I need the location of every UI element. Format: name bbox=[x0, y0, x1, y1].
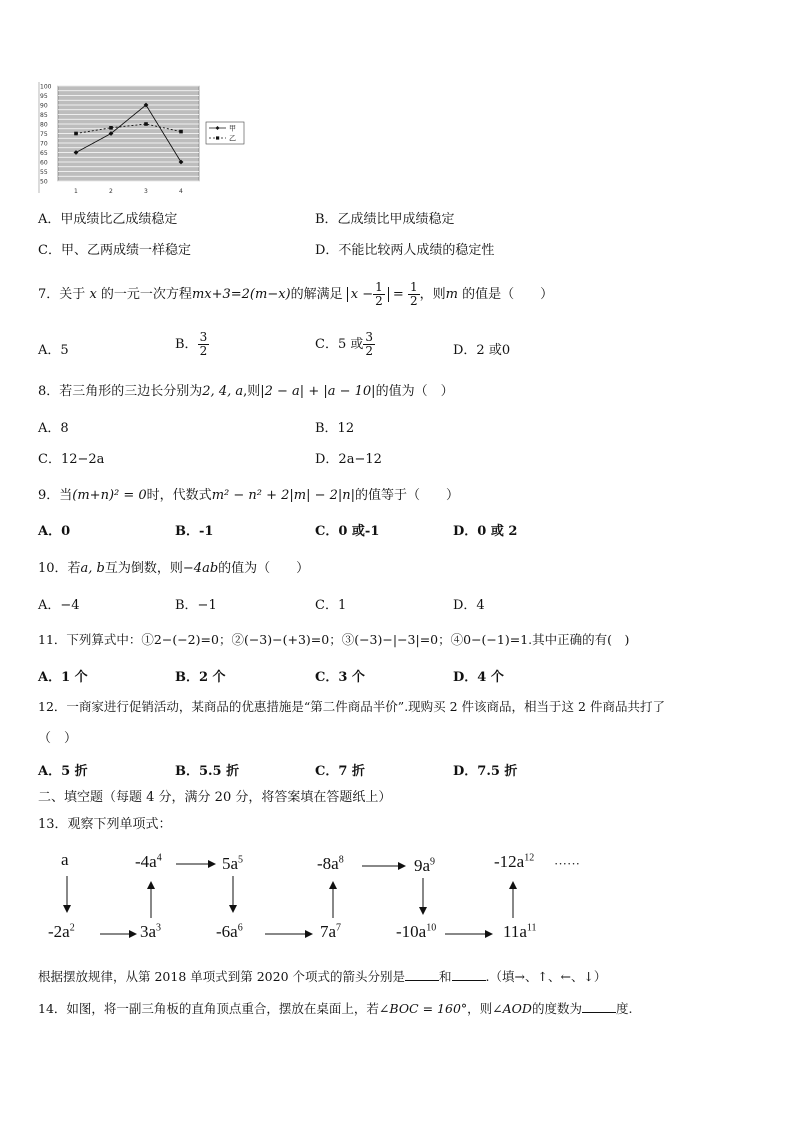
q7-text-3: 的解满足 bbox=[290, 287, 343, 302]
q11-option-a[interactable]: A．1 个 bbox=[38, 670, 88, 685]
q14-text-a: 14．如图，将一副三角板的直角顶点重合，摆放在桌面上，若 bbox=[38, 1001, 379, 1016]
q9-text-2: 时，代数式 bbox=[146, 488, 212, 503]
q14-stem bbox=[38, 999, 632, 1017]
q6-option-d[interactable]: D．不能比较两人成绩的稳定性 bbox=[315, 243, 495, 258]
q7-text-5: 的值是（ ） bbox=[462, 287, 554, 302]
q7-option-a[interactable]: A．5 bbox=[38, 343, 69, 358]
q7-text-2: 的一元一次方程 bbox=[100, 287, 192, 302]
sequence-ellipsis: ······ bbox=[554, 856, 580, 871]
q12-option-c[interactable]: C．7 折 bbox=[315, 764, 365, 779]
q7-abs-frac-den: 2 bbox=[375, 294, 383, 308]
q14-answer-blank[interactable] bbox=[582, 1000, 616, 1013]
q7-rhs-frac-den: 2 bbox=[409, 294, 418, 308]
q14-angle-boc: ∠BOC = 160° bbox=[378, 1001, 468, 1016]
y-tick-label: 65 bbox=[40, 150, 48, 157]
legend-marker-2 bbox=[216, 136, 219, 139]
q13-sequence-diagram bbox=[40, 848, 600, 948]
q8-expression: |2 − a| + |a − 10| bbox=[260, 384, 376, 399]
y-tick-label: 90 bbox=[40, 102, 48, 110]
q9-option-d[interactable]: D．0 或 2 bbox=[453, 524, 518, 539]
series-2-point bbox=[74, 132, 78, 136]
q10-option-d[interactable]: D．4 bbox=[453, 598, 485, 613]
q7-option-c-den: 2 bbox=[365, 344, 373, 358]
term-5: $5a^5$ bbox=[222, 854, 244, 873]
q7-rhs-frac-num: 1 bbox=[409, 280, 418, 295]
q7-abs-left: x − bbox=[350, 287, 374, 302]
q13-rule-text-b: 和 bbox=[439, 969, 452, 984]
q7-var-x: x bbox=[89, 287, 97, 302]
q10-vars: a, b bbox=[80, 561, 105, 576]
term-7: $7a^7$ bbox=[320, 922, 342, 941]
q12-option-a[interactable]: A．5 折 bbox=[38, 764, 88, 779]
q12-stem-line2: （ ） bbox=[38, 731, 78, 746]
q7-rhs-frac bbox=[408, 281, 420, 307]
q8-sides: 2, 4, a bbox=[202, 384, 244, 399]
y-tick-label: 70 bbox=[40, 140, 48, 148]
q8-option-d[interactable]: D．2a−12 bbox=[315, 452, 382, 467]
q12-option-b[interactable]: B．5.5 折 bbox=[175, 764, 240, 779]
q8-option-c[interactable]: C．12−2a bbox=[38, 452, 105, 467]
q12-stem-line1: 12．一商家进行促销活动，某商品的优惠措施是“第二件商品半价”.现购买 2 件该商品，相当于这 2 件商品共打了 bbox=[38, 699, 665, 714]
q14-text-d: 度. bbox=[615, 1001, 633, 1016]
q10-option-c[interactable]: C．1 bbox=[315, 598, 347, 613]
q9-text-3: 的值等于（ ） bbox=[355, 488, 460, 503]
q14-angle-aod: ∠AOD bbox=[492, 1001, 532, 1016]
x-tick-label: 4 bbox=[179, 188, 183, 195]
q11-option-b[interactable]: B．2 个 bbox=[175, 670, 226, 685]
q10-text-2: 互为倒数，则 bbox=[104, 561, 183, 576]
term-9: $9a^9$ bbox=[414, 856, 436, 875]
q13-title: 13．观察下列单项式： bbox=[38, 817, 172, 832]
q13-rule-text-c: .（填→、↑、←、↓） bbox=[485, 969, 607, 984]
q9-expression: m² − n² + 2|m| − 2|n| bbox=[211, 488, 356, 503]
q8-text-1: 8．若三角形的三边长分别为 bbox=[38, 384, 203, 399]
q8-stem bbox=[38, 380, 454, 399]
y-tick-label: 55 bbox=[40, 169, 48, 176]
q9-text-1: 9．当 bbox=[38, 488, 73, 503]
q7-option-c-label: C．5 或 bbox=[315, 337, 364, 352]
term-11: $11a^{11}$ bbox=[503, 922, 537, 941]
y-tick-label: 100 bbox=[40, 83, 52, 91]
q12-option-d[interactable]: D．7.5 折 bbox=[453, 764, 518, 779]
y-tick-label: 75 bbox=[40, 131, 48, 138]
term-6: $-6a^6$ bbox=[216, 922, 243, 941]
q6-option-b[interactable]: B．乙成绩比甲成绩稳定 bbox=[315, 212, 455, 227]
q10-option-a[interactable]: A．−4 bbox=[38, 598, 80, 613]
q9-stem bbox=[38, 484, 459, 503]
term-8: $-8a^8$ bbox=[317, 854, 344, 873]
q14-text-c: 的度数为 bbox=[531, 1001, 582, 1016]
q6-option-c[interactable]: C．甲、乙两成绩一样稳定 bbox=[38, 243, 191, 258]
q7-abs-frac bbox=[373, 281, 385, 307]
y-tick-label: 85 bbox=[40, 112, 48, 119]
term-10: $-10a^{10}$ bbox=[396, 922, 437, 941]
q7-option-d[interactable]: D．2 或0 bbox=[453, 343, 511, 358]
q9-condition: (m+n)² = 0 bbox=[72, 488, 147, 503]
term-2: $-2a^2$ bbox=[48, 922, 75, 941]
series-2-point bbox=[109, 126, 113, 130]
q11-stem: 11．下列算式中：①2−(−2)=0；②(−3)−(+3)=0；③(−3)−|−3|=0；④0−(−1)=1.其中正确的有( ) bbox=[38, 632, 630, 647]
q10-option-b[interactable]: B．−1 bbox=[175, 598, 217, 613]
legend-label-2: 乙 bbox=[229, 134, 236, 143]
q8-text-2: ,则 bbox=[243, 384, 261, 399]
q7-option-b-num: 3 bbox=[199, 330, 208, 345]
q9-option-a[interactable]: A．0 bbox=[38, 524, 71, 539]
q7-number: 7． bbox=[38, 287, 60, 302]
section-heading: 二、填空题（每题 4 分，满分 20 分，将答案填在答题纸上） bbox=[38, 790, 392, 805]
chart-svg bbox=[36, 82, 246, 197]
x-tick-label: 3 bbox=[144, 188, 148, 195]
q7-option-b-frac bbox=[198, 331, 210, 357]
q13-rule bbox=[38, 967, 606, 985]
q7-var-m: m bbox=[445, 287, 458, 302]
y-tick-label: 95 bbox=[40, 93, 48, 100]
line-chart bbox=[36, 82, 246, 197]
term-1: a bbox=[61, 850, 69, 869]
q13-answer-blank-1[interactable] bbox=[405, 968, 439, 981]
q7-option-b-den: 2 bbox=[199, 344, 208, 358]
q7-equation: mx+3=2(m−x) bbox=[191, 287, 291, 302]
y-tick-label: 60 bbox=[40, 159, 48, 167]
q11-option-d[interactable]: D．4 个 bbox=[453, 670, 504, 685]
q7-option-c-frac bbox=[363, 331, 375, 357]
y-tick-label: 50 bbox=[40, 178, 48, 186]
q7-option-c[interactable] bbox=[315, 330, 375, 360]
q7-abs-expression bbox=[347, 280, 389, 308]
q7-option-c-num: 3 bbox=[365, 330, 373, 345]
x-tick-label: 2 bbox=[109, 188, 113, 195]
q7-abs-frac-num: 1 bbox=[375, 280, 383, 295]
q6-option-a[interactable]: A．甲成绩比乙成绩稳定 bbox=[38, 212, 178, 227]
q8-text-3: 的值为（ ） bbox=[375, 384, 454, 399]
term-12: $-12a^{12}$ bbox=[494, 852, 535, 871]
q7-option-b-label: B． bbox=[175, 337, 198, 352]
q10-text-3: 的值为（ ） bbox=[218, 561, 310, 576]
q13-answer-blank-2[interactable] bbox=[452, 968, 486, 981]
series-2-point bbox=[144, 122, 148, 126]
q7-stem bbox=[38, 280, 553, 310]
q7-text-4: ，则 bbox=[419, 287, 446, 302]
q13-rule-text-a: 根据摆放规律，从第 2018 单项式到第 2020 个项式的箭头分别是 bbox=[38, 969, 406, 984]
q7-text-1: 关于 bbox=[59, 287, 86, 302]
q10-stem bbox=[38, 557, 309, 576]
q14-text-b: ，则 bbox=[467, 1001, 493, 1016]
legend-box bbox=[206, 122, 244, 144]
x-tick-label: 1 bbox=[74, 188, 78, 195]
y-tick-label: 80 bbox=[40, 121, 48, 129]
legend-label-1: 甲 bbox=[229, 124, 236, 133]
series-2-point bbox=[179, 130, 183, 134]
q7-option-b[interactable] bbox=[175, 330, 209, 360]
q7-eqsign: = bbox=[392, 287, 404, 302]
q8-option-b[interactable]: B．12 bbox=[315, 421, 355, 436]
q10-expression: −4ab bbox=[182, 561, 219, 576]
term-3: $3a^3$ bbox=[140, 922, 162, 941]
q8-option-a[interactable]: A．8 bbox=[38, 421, 69, 436]
q11-option-c[interactable]: C．3 个 bbox=[315, 670, 365, 685]
q10-text-1: 10．若 bbox=[38, 561, 81, 576]
q9-option-c[interactable]: C．0 或-1 bbox=[315, 524, 380, 539]
q9-option-b[interactable]: B．-1 bbox=[175, 524, 214, 539]
term-4: $-4a^4$ bbox=[135, 852, 162, 871]
